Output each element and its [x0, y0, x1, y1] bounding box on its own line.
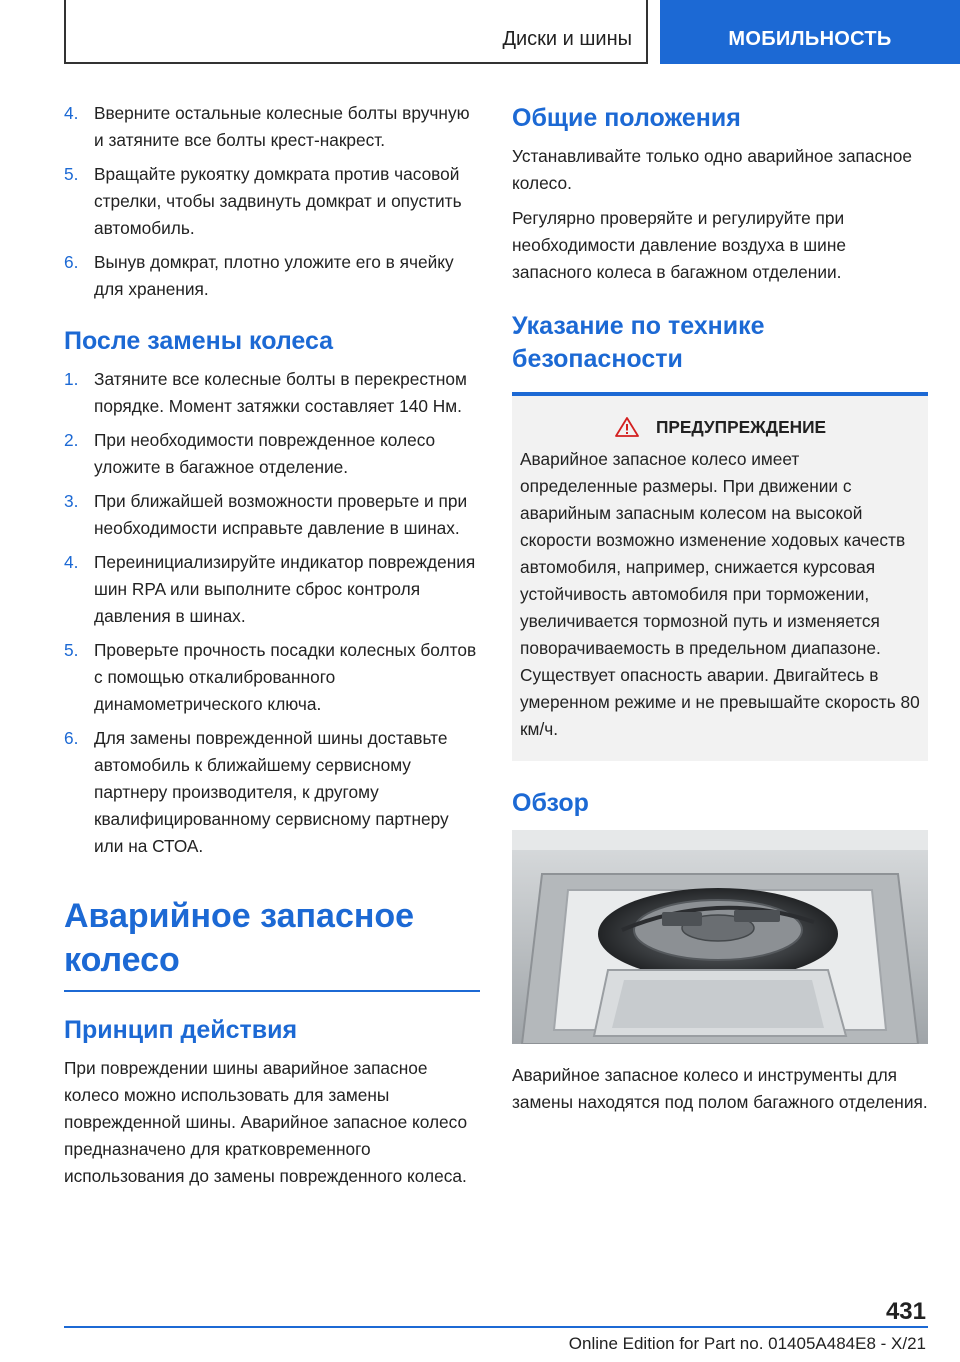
warning-box: [512, 392, 928, 761]
list-item: [64, 100, 480, 154]
step-text: Переинициализируйте индикатор повреждения шин RPA или выполните сброс контроля давления в шинах.: [94, 552, 476, 626]
step-text: Вращайте рукоятку домкрата против часовой стрелки, чтобы задвинуть домкрат и опустить автомобиль.: [94, 164, 462, 238]
warning-title: ПРЕДУПРЕЖДЕНИЕ: [655, 416, 827, 437]
footer-edition: Online Edition for Part no. 01405A484E8 - X/21: [568, 1334, 926, 1353]
photo-caption: Аварийное запасное колесо и инструменты для замены находятся под полом багажного отделения.: [512, 1065, 928, 1112]
step-number: 5.: [64, 640, 79, 660]
page-number: 431: [885, 1298, 926, 1325]
list-item: [64, 161, 480, 242]
spare-wheel-heading: Аварийное запасное колесо: [64, 897, 415, 979]
step-number: 1.: [64, 369, 79, 389]
list-item: [64, 637, 480, 718]
list-item: [64, 549, 480, 630]
general-text-1: Устанавливайте только одно аварийное запасное колесо.: [512, 146, 912, 193]
heading-rule: [64, 990, 480, 992]
right-column: [512, 100, 928, 1116]
step-number: 2.: [64, 430, 79, 450]
safety-heading: Указание по технике безопасности: [512, 312, 765, 373]
header-chapter-tab: [660, 0, 960, 64]
step-number: 3.: [64, 491, 79, 511]
list-item: [64, 427, 480, 481]
trunk-spare-wheel-photo: [512, 830, 928, 1044]
step-number: 5.: [64, 164, 79, 184]
header-section-label: Диски и шины: [502, 28, 632, 50]
step-text: Вверните остальные колесные болты вручную и затяните все болты крест-накрест.: [94, 103, 470, 150]
step-number: 4.: [64, 552, 79, 572]
step-text: Вынув домкрат, плотно уложите его в ячейку для хранения.: [94, 252, 454, 299]
warning-header: [520, 416, 920, 438]
step-number: 6.: [64, 728, 79, 748]
step-text: Затяните все колесные болты в перекрестном порядке. Момент затяжки составляет 140 Нм.: [94, 369, 467, 416]
principle-heading: Принцип действия: [64, 1016, 298, 1044]
warning-text: Аварийное запасное колесо имеет определенные размеры. При движении с аварийным запасным колесом на высокой скорости возможно изменение ходовых качеств автомобиля, например, снижается курсовая устойчивость автомобиля при торможении, увеличивается тормозной путь и изменяется поворачиваемость в предельном диапазоне. Существует опасность аварии. Двигайтесь в умеренном режиме и не превышайте скорость 80 км/ч.: [520, 449, 920, 739]
list-item: [64, 249, 480, 303]
overview-heading: Обзор: [512, 789, 589, 817]
step-text: При необходимости поврежденное колесо уложите в багажное отделение.: [94, 430, 436, 477]
header-section-tab: [64, 0, 648, 64]
header-chapter-label: МОБИЛЬНОСТЬ: [728, 28, 892, 50]
warning-triangle-icon: [614, 416, 640, 438]
list-item: [64, 725, 480, 860]
list-item: [64, 488, 480, 542]
step-text: Проверьте прочность посадки колесных болтов с помощью откалиброванного динамометрического ключа.: [94, 640, 477, 714]
after-change-heading: После замены колеса: [64, 327, 334, 355]
step-number: 6.: [64, 252, 79, 272]
step-text: Для замены поврежденной шины доставьте автомобиль к ближайшему сервисному партнеру производителя, к другому квалифицированному сервисному партнеру или на СТОА.: [94, 728, 449, 856]
left-column: [64, 100, 480, 1198]
step-number: 4.: [64, 103, 79, 123]
footer-rule: [64, 1326, 928, 1328]
list-item: [64, 366, 480, 420]
general-heading: Общие положения: [512, 104, 741, 132]
general-text-2: Регулярно проверяйте и регулируйте при необходимости давление воздуха в шине запасного колеса в багажном отделении.: [512, 208, 846, 282]
principle-text: При повреждении шины аварийное запасное колесо можно использовать для замены поврежденной шины. Аварийное запасное колесо предназначено для кратковременного использования до замены поврежденного колеса.: [64, 1058, 468, 1186]
step-text: При ближайшей возможности проверьте и при необходимости исправьте давление в шинах.: [94, 491, 468, 538]
